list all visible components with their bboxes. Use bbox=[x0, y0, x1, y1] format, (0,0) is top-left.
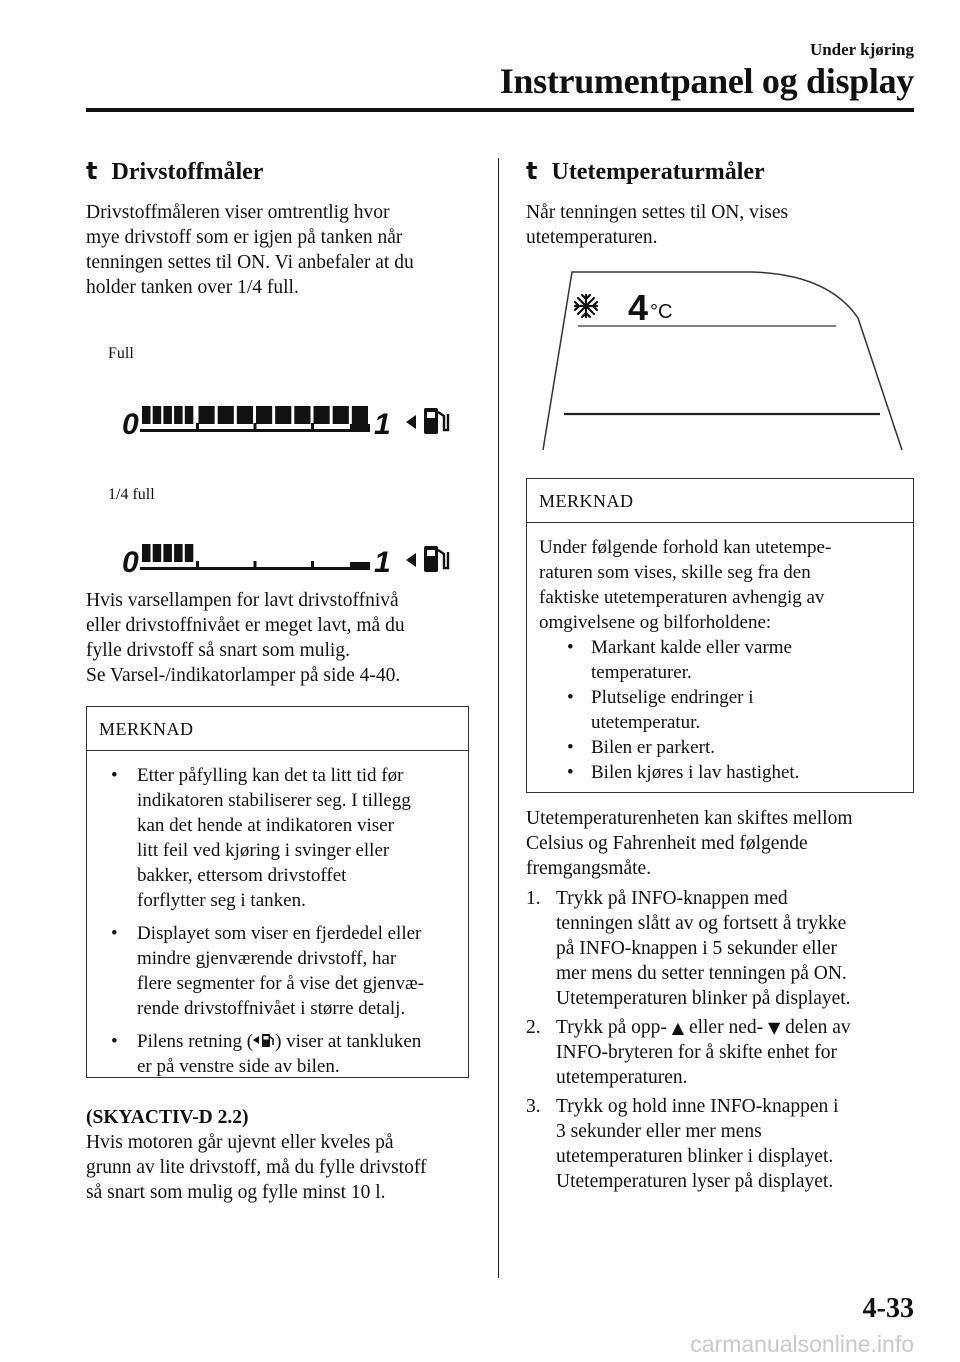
display-outline bbox=[543, 272, 902, 450]
fuel-pump-icon bbox=[424, 546, 448, 572]
gauge-segment bbox=[153, 406, 162, 424]
gauge-segment bbox=[199, 406, 215, 424]
text-line: Drivstoffmåleren viser omtrentlig hvor bbox=[86, 202, 390, 223]
text-line: INFO-bryteren for å skifte enhet for bbox=[556, 1042, 838, 1063]
caption-quarter: 1/4 full bbox=[108, 486, 155, 503]
text-line: holder tanken over 1/4 full. bbox=[86, 277, 299, 298]
step-number: 2. bbox=[526, 1017, 541, 1038]
chapter-label: Under kjøring bbox=[809, 40, 914, 59]
text-line: Plutselige endringer i bbox=[591, 687, 754, 708]
text-line: Utetemperaturen blinker på displayet. bbox=[556, 988, 851, 1009]
bullet: • bbox=[111, 923, 118, 944]
outside-temp-heading bbox=[526, 157, 765, 186]
step-item bbox=[526, 1094, 926, 1194]
text-line: faktiske utetemperaturen avhengig av bbox=[539, 587, 825, 608]
text-line: Når tenningen settes til ON, vises bbox=[526, 202, 789, 223]
list-item bbox=[539, 635, 903, 685]
text-line: mer mens du setter tenningen på ON. bbox=[556, 963, 847, 984]
note-body bbox=[527, 523, 913, 795]
watermark: carmanualsonline.info bbox=[690, 1331, 914, 1357]
gauge-tick bbox=[254, 423, 257, 432]
skyactiv-text bbox=[86, 1130, 486, 1205]
gauge-segment bbox=[294, 406, 310, 424]
scale-min-label: 0 bbox=[122, 546, 139, 579]
section-marker: t bbox=[526, 157, 538, 185]
text-fragment: delen av bbox=[785, 1017, 851, 1038]
list-item bbox=[99, 1029, 458, 1079]
text-line: Trykk på INFO-knappen med bbox=[556, 888, 788, 909]
text-line: litt feil ved kjøring i svinger eller bbox=[137, 840, 390, 861]
text-line: utetemperaturen. bbox=[556, 1067, 688, 1088]
note-list bbox=[539, 635, 903, 785]
fuel-gauge-heading bbox=[86, 157, 263, 186]
text-line: fylle drivstoff så snart som mulig. bbox=[86, 640, 350, 661]
bullet: • bbox=[567, 687, 574, 708]
section-marker: t bbox=[86, 157, 98, 185]
text-line: tenningen slått av og fortsett å trykke bbox=[556, 913, 847, 934]
text-line: temperaturer. bbox=[591, 662, 692, 683]
fuel-gauge-full-display bbox=[122, 400, 462, 450]
text-line: forflytter seg i tanken. bbox=[137, 890, 306, 911]
outside-temp-title: Utetemperaturmåler bbox=[551, 159, 765, 185]
outside-temp-intro bbox=[526, 200, 926, 250]
gauge-tick bbox=[311, 423, 314, 432]
list-item bbox=[539, 735, 903, 760]
text-line: Se Varsel-/indikatorlamper på side 4-40. bbox=[86, 665, 401, 686]
text-line: fremgangsmåte. bbox=[526, 858, 652, 879]
gauge-segment bbox=[256, 406, 272, 424]
gauge-tick bbox=[196, 423, 199, 432]
text-line: mindre gjenværende drivstoff, har bbox=[137, 948, 397, 969]
text-line: Celsius og Fahrenheit med følgende bbox=[526, 833, 808, 854]
temp-value: 4 bbox=[628, 287, 649, 328]
text-line: 3 sekunder eller mer mens bbox=[556, 1121, 762, 1142]
text-line: grunn av lite drivstoff, må du fylle drivstoff bbox=[86, 1157, 427, 1178]
fuel-gauge-intro bbox=[86, 200, 486, 300]
list-item bbox=[99, 763, 458, 913]
text-line: omgivelsene og bilforholdene: bbox=[539, 612, 772, 633]
bullet: • bbox=[567, 762, 574, 783]
gauge-tick bbox=[196, 561, 199, 570]
gauge-tick bbox=[311, 561, 314, 570]
snowflake-icon bbox=[575, 295, 597, 317]
text-line: mye drivstoff som er igjen på tanken når bbox=[86, 227, 403, 248]
header-rule bbox=[86, 108, 914, 112]
fuel-pump-arrow-icon bbox=[253, 1031, 275, 1049]
gauge-segment bbox=[333, 406, 349, 424]
gauge-segment bbox=[153, 544, 162, 562]
text-line: Hvis motoren går ujevnt eller kveles på bbox=[86, 1132, 394, 1153]
list-item bbox=[99, 921, 458, 1021]
bullet: • bbox=[567, 637, 574, 658]
text-line: Bilen kjøres i lav hastighet. bbox=[591, 762, 800, 783]
left-arrow-icon bbox=[406, 415, 416, 429]
text-line: flere segmenter for å vise det gjenvæ- bbox=[137, 973, 424, 994]
list-item bbox=[539, 685, 903, 735]
temp-note-box bbox=[526, 478, 914, 793]
text-line bbox=[137, 1029, 458, 1054]
text-line: Utetemperaturenheten kan skiftes mellom bbox=[526, 808, 853, 829]
text-line: bakker, ettersom drivstoffet bbox=[137, 865, 347, 886]
text-line: raturen som vises, skille seg fra den bbox=[539, 562, 811, 583]
gauge-end-mark bbox=[350, 424, 370, 432]
step-number: 1. bbox=[526, 888, 541, 909]
text-line: på INFO-knappen i 5 sekunder eller bbox=[556, 938, 838, 959]
gauge-segment bbox=[174, 544, 183, 562]
bullet: • bbox=[111, 1031, 118, 1052]
text-line: utetemperaturen blinker i displayet. bbox=[556, 1146, 834, 1167]
text-fragment: eller ned- bbox=[688, 1017, 764, 1038]
text-line: Utetemperaturen lyser på displayet. bbox=[556, 1171, 834, 1192]
step-item bbox=[526, 1015, 926, 1090]
fuel-pump-icon bbox=[424, 408, 448, 434]
gauge-segment bbox=[185, 544, 194, 562]
step-item bbox=[526, 886, 926, 1011]
gauge-end-mark bbox=[350, 562, 370, 570]
text-line: er på venstre side av bilen. bbox=[137, 1056, 340, 1077]
text-line: eller drivstoffnivået er meget lavt, må du bbox=[86, 615, 405, 636]
text-line: kan det hende at indikatoren viser bbox=[137, 815, 394, 836]
scale-max-label: 1 bbox=[374, 546, 391, 579]
text-line: utetemperaturen. bbox=[526, 227, 658, 248]
text-line: Displayet som viser en fjerdedel eller bbox=[137, 923, 422, 944]
text-line: så snart som mulig og fylle minst 10 l. bbox=[86, 1182, 386, 1203]
gauge-segment bbox=[314, 406, 330, 424]
text-line: tenningen settes til ON. Vi anbefaler at du bbox=[86, 252, 414, 273]
gauge-segment bbox=[352, 406, 368, 424]
up-triangle-icon: ▲ bbox=[671, 1018, 685, 1037]
gauge-segment bbox=[142, 544, 151, 562]
text-line bbox=[556, 1015, 926, 1040]
outside-temp-display bbox=[540, 268, 906, 452]
note-list bbox=[99, 763, 458, 1079]
unit-change-steps bbox=[526, 886, 926, 1198]
text-line: Markant kalde eller varme bbox=[591, 637, 792, 658]
page-number: 4-33 bbox=[862, 1293, 914, 1324]
left-arrow-icon bbox=[406, 553, 416, 567]
gauge-segment bbox=[275, 406, 291, 424]
bullet: • bbox=[567, 737, 574, 758]
gauge-segment bbox=[163, 406, 172, 424]
fuel-gauge-quarter-display bbox=[122, 538, 462, 588]
gauge-segment bbox=[163, 544, 172, 562]
text-line: Trykk og hold inne INFO-knappen i bbox=[556, 1096, 839, 1117]
column-divider bbox=[498, 158, 499, 1278]
text-line: utetemperatur. bbox=[591, 712, 701, 733]
gauge-segment bbox=[237, 406, 253, 424]
scale-max-label: 1 bbox=[374, 408, 391, 441]
text-fragment: ) viser at tankluken bbox=[275, 1031, 422, 1052]
skyactiv-heading: (SKYACTIV-D 2.2) bbox=[86, 1107, 249, 1128]
note-body bbox=[87, 751, 468, 1097]
fuel-note-box bbox=[86, 706, 469, 1078]
gauge-segment bbox=[174, 406, 183, 424]
gauge-segment bbox=[218, 406, 234, 424]
text-line: rende drivstoffnivået i større detalj. bbox=[137, 998, 406, 1019]
step-number: 3. bbox=[526, 1096, 541, 1117]
temp-unit: °C bbox=[650, 301, 673, 323]
note-intro bbox=[539, 535, 903, 635]
caption-full: Full bbox=[108, 345, 134, 362]
list-item bbox=[539, 760, 903, 785]
text-fragment: Pilens retning ( bbox=[137, 1031, 254, 1052]
text-line: Etter påfylling kan det ta litt tid før bbox=[137, 765, 404, 786]
gauge-tick bbox=[254, 561, 257, 570]
unit-change-text bbox=[526, 806, 926, 881]
note-heading: MERKNAD bbox=[87, 707, 468, 751]
text-line: indikatoren stabiliserer seg. I tillegg bbox=[137, 790, 411, 811]
bullet: • bbox=[111, 765, 118, 786]
text-fragment: Trykk på opp- bbox=[556, 1017, 667, 1038]
low-fuel-warning-text bbox=[86, 588, 486, 688]
page-title: Instrumentpanel og display bbox=[499, 61, 914, 101]
note-heading: MERKNAD bbox=[527, 479, 913, 523]
scale-min-label: 0 bbox=[122, 408, 139, 441]
down-triangle-icon: ▼ bbox=[767, 1018, 781, 1037]
text-line: Bilen er parkert. bbox=[591, 737, 715, 758]
gauge-segment bbox=[142, 406, 151, 424]
text-line: Hvis varsellampen for lavt drivstoffnivå bbox=[86, 590, 399, 611]
text-line: Under følgende forhold kan utetempe- bbox=[539, 537, 832, 558]
gauge-segment bbox=[185, 406, 194, 424]
fuel-gauge-title: Drivstoffmåler bbox=[111, 159, 264, 185]
